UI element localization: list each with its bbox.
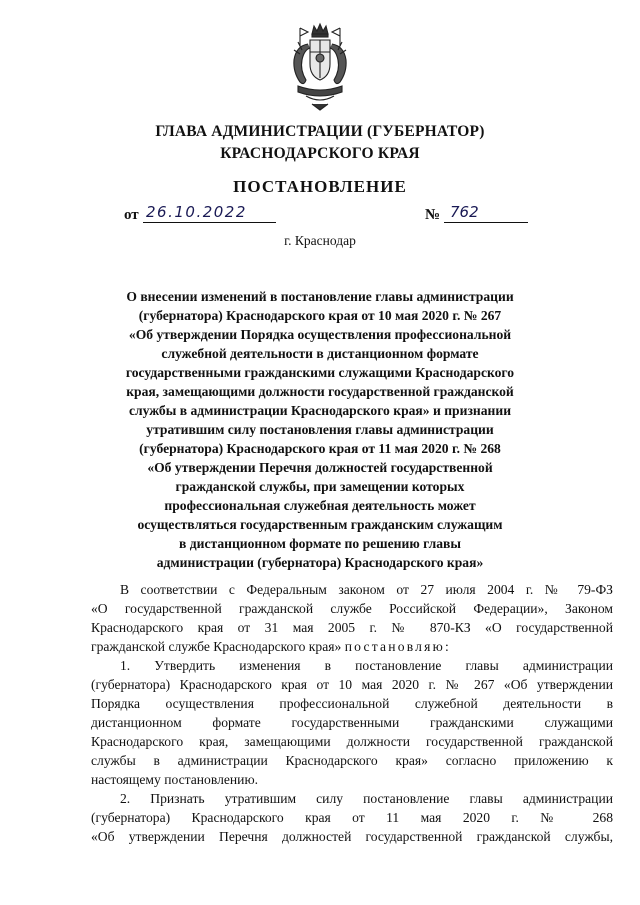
title-line: «Об утверждении Порядка осуществления профессиональной	[128, 327, 512, 342]
title-line: (губернатора) Краснодарского края от 11 мая 2020 г. № 268	[139, 441, 501, 456]
title-line: края, замещающими должности государственной гражданской	[126, 384, 514, 399]
date-from-label: от	[124, 207, 139, 223]
handwritten-date: 26.10.2022	[143, 203, 276, 223]
authority-title-line-2: КРАСНОДАРСКОГО КРАЯ	[220, 145, 420, 162]
item-1-line: дистанционном формате государственными гражданскими служащими	[91, 715, 613, 730]
document-type-heading: ПОСТАНОВЛЕНИЕ	[233, 177, 407, 196]
item-1-line: (губернатора) Краснодарского края от 10 мая 2020 г. № 267 «Об утверждении	[91, 677, 613, 692]
body-text: гражданской службе Краснодарского края»	[91, 639, 342, 654]
body-line: «О государственной гражданской службе Российской Федерации», Законом	[91, 601, 613, 616]
document-title	[120, 287, 520, 572]
title-line: осуществляться государственным гражданским служащим	[137, 517, 503, 532]
authority-title-line-1: ГЛАВА АДМИНИСТРАЦИИ (ГУБЕРНАТОР)	[155, 123, 485, 140]
item-1-line: службы в администрации Краснодарского края» согласно приложению к	[91, 753, 613, 768]
title-line: администрации (губернатора) Краснодарского края»	[156, 555, 484, 570]
title-line: «Об утверждении Перечня должностей государственной	[147, 460, 493, 475]
title-line: служебной деятельности в дистанционном формате	[161, 346, 479, 361]
number-label: №	[425, 207, 441, 223]
title-line: гражданской службы, при замещении которых	[175, 479, 465, 494]
item-2-line: (губернатора) Краснодарского края от 11 мая 2020 г. № 268	[91, 810, 613, 825]
title-line: утратившим силу постановления главы администрации	[146, 422, 494, 437]
body-line	[91, 637, 613, 656]
item-1-line: настоящему постановлению.	[91, 772, 259, 787]
title-line: службы в администрации Краснодарского края» и признании	[128, 403, 512, 418]
coat-of-arms-emblem	[286, 20, 354, 112]
body-line: В соответствии с Федеральным законом от 27 июля 2004 г. № 79-ФЗ	[120, 582, 613, 597]
item-1-line: Порядка осуществления профессиональной служебной деятельности в	[91, 696, 613, 711]
city-line: г. Краснодар	[284, 233, 356, 248]
document-body	[91, 580, 613, 846]
item-2-line: «Об утверждении Перечня должностей государственной гражданской службы,	[91, 829, 613, 844]
title-line: в дистанционном формате по решению главы	[179, 536, 461, 551]
item-1-line: 1. Утвердить изменения в постановление главы администрации	[120, 658, 613, 673]
handwritten-number: 762	[444, 203, 528, 223]
title-line: профессиональная служебная деятельность может	[164, 498, 476, 513]
title-line: государственными гражданскими служащими Краснодарского	[125, 365, 515, 380]
title-line: О внесении изменений в постановление главы администрации	[126, 289, 514, 304]
body-line: Краснодарского края от 31 мая 2005 г. № 870-КЗ «О государственной	[91, 620, 613, 635]
title-line: (губернатора) Краснодарского края от 10 мая 2020 г. № 267	[138, 308, 502, 323]
item-2-line: 2. Признать утратившим силу постановление главы администрации	[120, 791, 613, 806]
date-number-row	[124, 204, 524, 228]
item-1-line: Краснодарского края, замещающими должности государственной гражданской	[91, 734, 613, 749]
resolve-word: постановляю:	[344, 639, 451, 654]
